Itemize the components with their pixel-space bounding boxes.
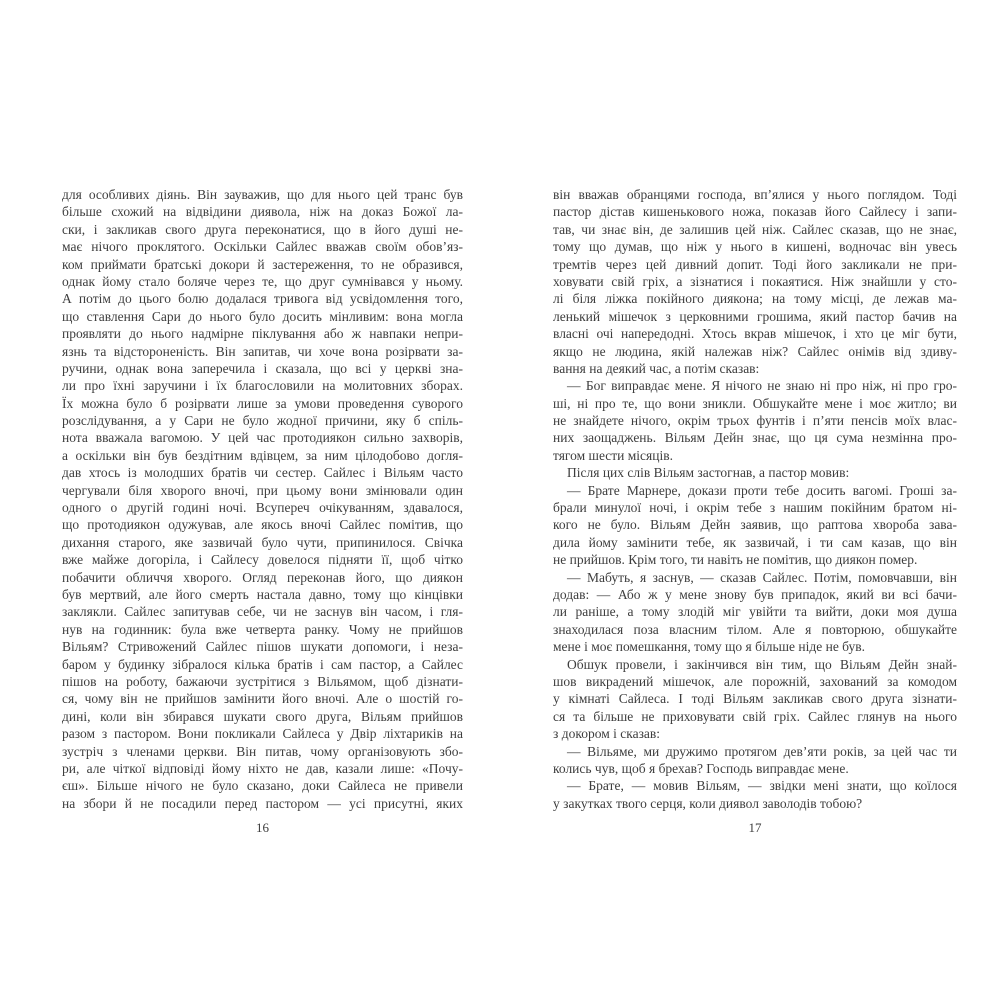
text-line: язнь та відстороненість. Він запитав, чи хоче вона розірвати за- xyxy=(62,343,463,359)
text-line: Після цих слів Вільям застогнав, а пастор мовив: xyxy=(567,465,850,481)
text-line: ри, але чіткої відповіді йому ніхто не дав, казали лише: «Почу- xyxy=(62,760,463,776)
text-line: ші, ні про те, що вони зникли. Обшукайте мене і моє житло; ви xyxy=(553,395,957,411)
text-line: власні очі напередодні. Хтось вкрав мішечок, і хто це міг бути, xyxy=(553,326,957,342)
text-line: ли раніше, а тому злодій міг увійти та вийти, доки моя душа xyxy=(553,604,957,620)
text-line: дав хтось із молодших братів чи сестер. Сайлес і Вільям часто xyxy=(62,465,463,481)
text-line: — Мабуть, я заснув, — сказав Сайлес. Потім, помовчавши, він xyxy=(567,569,957,585)
text-line: баром у будинку зібралося кілька братів і сам пастор, а Сайлес xyxy=(62,656,463,672)
text-line: ски, і закликав свого друга переконатися, що в його душі не- xyxy=(62,221,463,237)
text-line: нув на годинник: була вже четверта ранку. Чому не прийшов xyxy=(62,621,463,637)
text-line: знаходилася поза власним тілом. Але я повторюю, обшукайте xyxy=(553,621,957,637)
text-line: пішов на роботу, бажаючи зустрітися з Вільямом, щоб дізнати- xyxy=(62,673,463,689)
text-line: тягом шести місяців. xyxy=(553,447,673,463)
text-line: єш». Більше нічого не було сказано, доки Сайлеса не привели xyxy=(62,778,463,794)
text-line: однак йому стало боляче через те, що друг сумнівався у ньому. xyxy=(62,273,463,289)
text-line: тому що думав, що ніж у нього в кишені, водночас він увесь xyxy=(553,239,957,255)
text-line: дихання старого, яке зазвичай було чути, припинилося. Свічка xyxy=(62,534,463,550)
text-line: якщо не людина, якій належав ніж? Сайлес онімів від здиву- xyxy=(553,343,957,359)
text-line: не прийшов. Крім того, ти навіть не помітив, що диякон помер. xyxy=(553,552,918,568)
text-line: ручини, однак вона заперечила і сказала, що всі у церкві зна- xyxy=(62,360,463,376)
text-line: вже майже догоріла, і Сайлесу довелося підняти її, щоб чітко xyxy=(62,552,463,568)
page-number-left: 16 xyxy=(256,820,269,835)
text-line: додав: — Або ж у мене знову був припадок, який ви всі бачи- xyxy=(553,586,957,602)
text-line: для особливих діянь. Він зауважив, що для нього цей транс був xyxy=(62,187,463,202)
text-line: разом з пастором. Вони покликали Сайлеса у Двір ліхтариків на xyxy=(62,726,463,742)
text-line: тремтів через цей дивний допит. Тоді його закликали не при- xyxy=(553,256,957,272)
text-line: має нічого проклятого. Оскільки Сайлес вважав своїм обов’яз- xyxy=(62,239,463,255)
text-line: у закутках твого серця, коли диявол заволодів тобою? xyxy=(553,795,863,811)
text-line: лі біля ліжка покійного диякона; на тому місці, де лежав ма- xyxy=(553,291,957,307)
text-line: дила йому замінити тебе, як зазвичай, і ти сам казав, що він xyxy=(553,534,957,550)
text-line: ли про їхні заручини і їх благословили на молитовних зборах. xyxy=(62,378,463,394)
text-line: кого не було. Вільям Дейн заявив, що раптова хвороба зава- xyxy=(553,517,957,533)
text-line: ком приймати братські докори й застереження, то не образився, xyxy=(62,256,463,272)
text-line: у кімнаті Сайлеса. І тоді Вільям закликав свого друга зізнати- xyxy=(553,691,957,707)
text-line: брали минулої ночі, і окрім тебе з нашим покійним братом ні- xyxy=(553,500,957,516)
page-number-right: 17 xyxy=(748,820,762,835)
text-line: — Вільяме, ми дружимо протягом дев’яти років, за цей час ти xyxy=(567,743,957,759)
text-line: що протодиякон одужував, але якось вночі Сайлес помітив, що xyxy=(62,517,463,533)
text-line: з докором і сказав: xyxy=(553,726,661,742)
text-line: на збори й не посадили перед пастором — усі присутні, яких xyxy=(62,795,463,811)
text-line: що ставлення Сари до нього було досить мінливим: вона могла xyxy=(62,308,463,324)
text-line: Вільям? Стривожений Сайлес пішов шукати допомоги, і неза- xyxy=(62,639,463,655)
text-line: — Брате, — мовив Вільям, — звідки мені знати, що коїлося xyxy=(567,778,957,794)
text-line: них заощаджень. Вільям Дейн знає, що ця сума незмінна про- xyxy=(553,430,957,446)
text-line: Їх можна було б розірвати лише за умови проведення суворого xyxy=(62,395,463,411)
text-line: мене і моє помешкання, тому що я більше ніде не був. xyxy=(553,639,866,655)
text-line: чергували біля хворого вночі, при цьому вони змінювали один xyxy=(62,482,463,498)
text-line: не знайдете нічого, окрім трьох фунтів і п’яти пенсів моїх влас- xyxy=(553,413,957,429)
text-line: А потім до цього болю додалася тривога від усвідомлення того, xyxy=(62,291,463,307)
text-line: побачити обличчя хворого. Огляд переконав його, що диякон xyxy=(62,569,463,585)
text-line: дині, коли він збирався шукати свого друга, Вільям прийшов xyxy=(62,708,463,724)
text-line: — Бог виправдає мене. Я нічого не знаю ні про ніж, ні про гро- xyxy=(567,378,957,394)
text-line: нота вважала вагомою. У цей час протодиякон сильно захворів, xyxy=(62,430,463,446)
text-line: одного о другій годині ночі. Всупереч очікуванням, здавалося, xyxy=(62,500,463,516)
text-line: більше схожий на відвідини диявола, ніж на доказ Божої ла- xyxy=(62,204,463,220)
text-line: колись чув, щоб я брехав? Господь виправдає мене. xyxy=(553,760,849,776)
text-line: він вважав обранцями господа, вп’ялися у нього поглядом. Тоді xyxy=(553,187,957,202)
text-line: заклякли. Сайлес запитував себе, чи не заснув він часом, і гля- xyxy=(62,604,463,620)
text-line: розслідування, а у Сари не було жодної причини, яку б спіль- xyxy=(62,413,463,429)
text-line: Обшук провели, і закінчився він тим, що Вільям Дейн знай- xyxy=(567,656,957,672)
text-line: ся, чому він не прийшов замінити його вночі. Але о шостій го- xyxy=(62,691,463,707)
text-line: ховувати свій гріх, а зізнатися і покаятися. Ніж знайшли у сто- xyxy=(553,273,957,289)
text-line: ленький мішечок з церковними грошима, який пастор бачив на xyxy=(553,308,957,324)
book-page-left-text xyxy=(62,186,463,812)
text-line: — Брате Марнере, докази проти тебе досить вагомі. Гроші за- xyxy=(567,482,957,498)
text-line: проявляти до нього надмірне піклування або ж навпаки непри- xyxy=(62,326,463,342)
text-line: а оскільки він був бездітним вдівцем, за ним цілодобово догля- xyxy=(62,447,463,463)
book-page-right-text xyxy=(553,186,957,812)
text-line: зустріч з членами церкви. Він питав, чому організовують збо- xyxy=(62,743,463,759)
text-line: тав, чи знає він, де залишив цей ніж. Сайлес сказав, що не знає, xyxy=(553,221,957,237)
text-line: пастор дістав кишенькового ножа, показав його Сайлесу і запи- xyxy=(553,204,957,220)
text-line: був мертвий, але його смерть настала давно, тому що кінцівки xyxy=(62,586,463,602)
text-line: ся та більше не приховувати свій гріх. Сайлес глянув на нього xyxy=(553,708,957,724)
text-line: шов викрадений мішечок, але порожній, захований за комодом xyxy=(553,673,957,689)
text-line: вання на деякий час, а потім сказав: xyxy=(553,360,760,376)
